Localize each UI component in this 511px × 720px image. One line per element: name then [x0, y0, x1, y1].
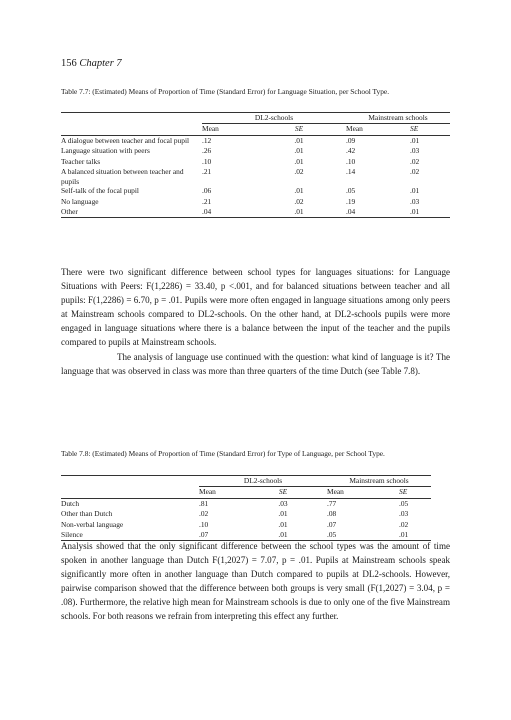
group-header-dl2: DL2-schools: [202, 113, 346, 124]
col-se: SE: [410, 124, 450, 135]
cell: .03: [399, 509, 409, 519]
cell: .01: [410, 135, 420, 145]
cell: .04: [346, 207, 410, 218]
col-mean: Mean: [346, 124, 410, 135]
row-label: Other than Dutch: [61, 509, 113, 519]
cell: .02: [399, 519, 409, 529]
cell: .07: [199, 530, 257, 541]
cell: .01: [294, 146, 304, 156]
cell: .05: [346, 186, 356, 196]
body-text-2: [61, 539, 450, 624]
row-label: A dialogue between teacher and focal pupil: [61, 135, 190, 145]
table-row: [61, 157, 450, 167]
cell: .02: [410, 166, 420, 176]
row-label: Self-talk of the focal pupil: [61, 186, 139, 196]
cell: .10: [199, 519, 209, 529]
group-header-mainstream: Mainstream schools: [327, 476, 431, 487]
cell: .03: [410, 196, 420, 206]
row-label: A balanced situation between teacher and pupils: [61, 166, 184, 186]
body-text-1: [61, 265, 450, 378]
table-row: [61, 498, 431, 509]
col-mean: Mean: [199, 487, 257, 498]
cell: .12: [202, 135, 212, 145]
row-label: Non-verbal language: [61, 519, 124, 529]
chapter-title: Chapter 7: [79, 58, 122, 69]
cell: .01: [294, 156, 304, 166]
col-mean: Mean: [202, 124, 270, 135]
cell: .09: [346, 135, 356, 145]
cell: .26: [202, 146, 212, 156]
cell: .01: [257, 530, 327, 541]
cell: .04: [202, 207, 270, 218]
cell: .21: [202, 166, 212, 176]
cell: .02: [294, 196, 304, 206]
cell: .01: [294, 186, 304, 196]
table-row: [61, 146, 450, 156]
cell: .06: [202, 186, 212, 196]
cell: .42: [346, 146, 356, 156]
group-header-dl2: DL2-schools: [199, 476, 327, 487]
page-number: 156: [61, 58, 77, 69]
col-mean: Mean: [327, 487, 399, 498]
group-header-mainstream: Mainstream schools: [346, 113, 450, 124]
row-label: Other: [61, 207, 202, 218]
cell: .03: [410, 146, 420, 156]
cell: .01: [270, 207, 346, 218]
table-7-7: [61, 112, 450, 218]
table-7-8-caption: Table 7.8: (Estimated) Means of Proportion of Time (Standard Error) for Type of Language, per School Type.: [61, 449, 385, 458]
table-row: [61, 186, 450, 196]
cell: .77: [327, 498, 337, 508]
row-label: Language situation with peers: [61, 146, 150, 156]
cell: .10: [202, 156, 212, 166]
paragraph: There were two significant difference between school types for languages situations: for Language Situations with Peers: F(1,2286) = 33.40, p <.001, and for balanced situations between teacher and all pupils: F(1,2286) = 6.70, p = .01. Pupils were more often engaged in language situations among only peers at Mainstream schools compared to DL2-schools. On the other hand, at DL2-schools pupils were more engaged in language situations where there is a balance between the input of the teacher and the pupils compared to pupils at Mainstream schools.: [61, 267, 450, 348]
cell: .21: [202, 196, 212, 206]
row-label: Teacher talks: [61, 156, 101, 166]
cell: .05: [327, 530, 399, 541]
cell: .01: [294, 135, 304, 145]
cell: .07: [327, 519, 337, 529]
table-row: [61, 197, 450, 207]
cell: .81: [199, 498, 209, 508]
cell: .01: [278, 509, 288, 519]
cell: .19: [346, 196, 356, 206]
row-label: No language: [61, 196, 99, 206]
cell: .03: [278, 498, 288, 508]
cell: .01: [410, 207, 450, 218]
table-row: [61, 135, 450, 146]
cell: .01: [399, 530, 431, 541]
row-label: Dutch: [61, 498, 80, 508]
col-se: SE: [270, 124, 346, 135]
row-label: Silence: [61, 530, 199, 541]
table-row: [61, 520, 431, 530]
cell: .01: [278, 519, 288, 529]
cell: .05: [399, 498, 409, 508]
table-row: [61, 167, 450, 186]
table-7-7-caption: Table 7.7: (Estimated) Means of Proportion of Time (Standard Error) for Language Situation, per School Type.: [61, 87, 390, 96]
page-header: [61, 58, 122, 69]
cell: .02: [294, 166, 304, 176]
table-7-8: [61, 475, 431, 541]
cell: .10: [346, 156, 356, 166]
col-se: SE: [399, 487, 431, 498]
cell: .01: [410, 186, 420, 196]
cell: .08: [327, 509, 337, 519]
cell: .02: [410, 156, 420, 166]
paragraph: Analysis showed that the only significant difference between the school types was the amount of time spoken in another language than Dutch F(1,2027) = 7.07, p = .01. Pupils at Mainstream schools speak significantly more often in another language than Dutch compared to pupils at DL2-schools. However, pairwise comparison showed that the difference between both groups is very small (F(1,2027) = 3.04, p = .08). Furthermore, the relative high mean for Mainstream schools is due to only one of the five Mainstream schools. For both reasons we refrain from interpreting this effect any further.: [61, 541, 450, 622]
table-row: [61, 509, 431, 519]
cell: .02: [199, 509, 209, 519]
col-se: SE: [257, 487, 327, 498]
paragraph: The analysis of language use continued with the question: what kind of language is it? The language that was observed in class was more than three quarters of the time Dutch (see Table 7.8).: [61, 351, 450, 376]
table-row: [61, 207, 450, 218]
cell: .14: [346, 166, 356, 176]
